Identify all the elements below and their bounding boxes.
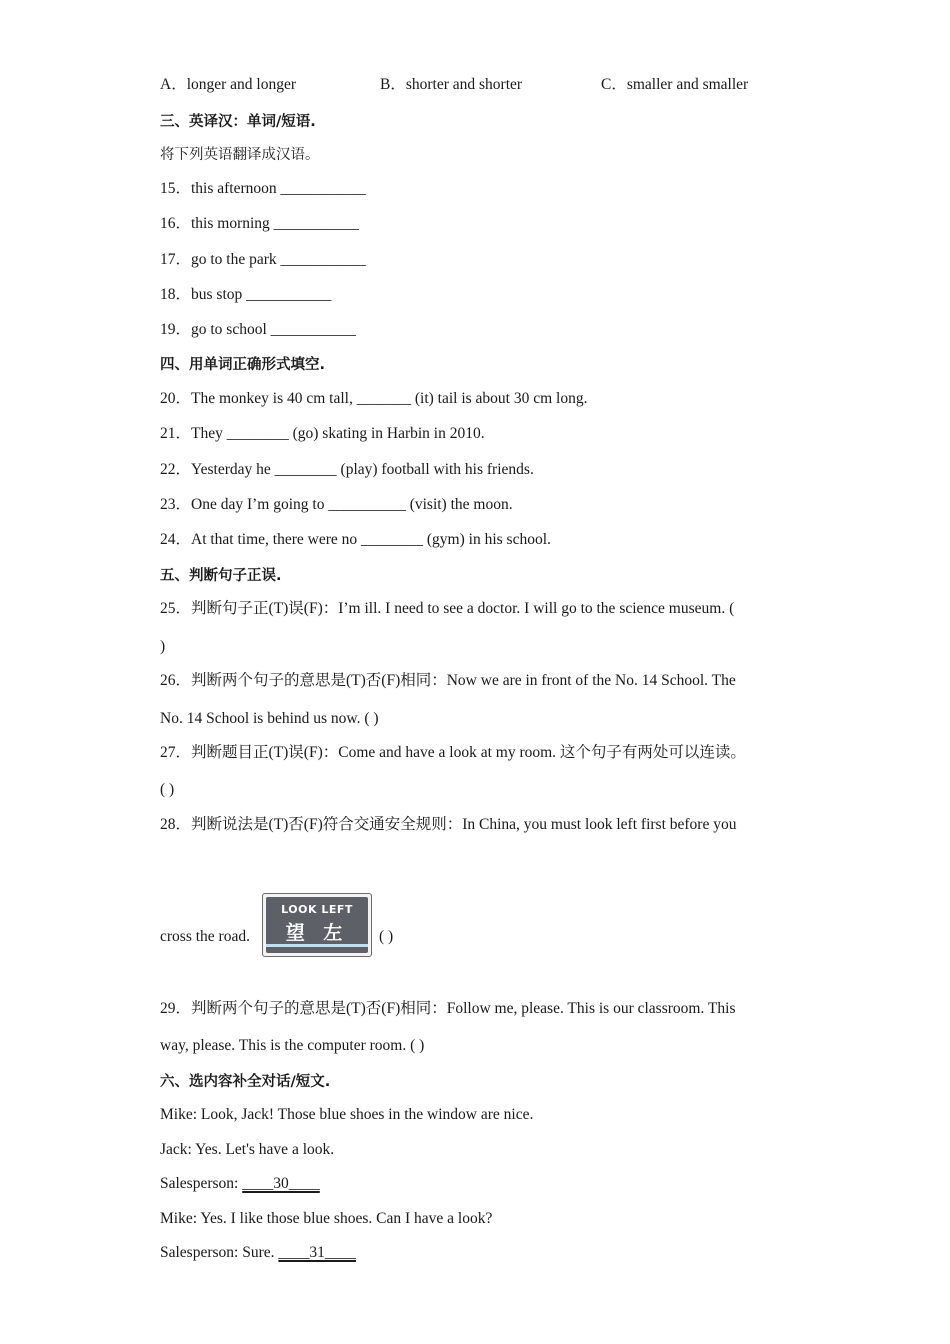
question-18: 18．bus stop ___________ bbox=[160, 286, 332, 303]
sign-english-text: LOOK LEFT bbox=[281, 903, 353, 916]
look-left-sign-image bbox=[262, 893, 372, 957]
option-b: B．shorter and shorter bbox=[380, 76, 523, 93]
question-28-line1: 28．判断说法是(T)否(F)符合交通安全规则：In China, you must look left first before you bbox=[160, 816, 737, 833]
dialogue-line-salesperson-2 bbox=[160, 1243, 356, 1263]
question-15: 15．this afternoon ___________ bbox=[160, 180, 366, 197]
question-25-line2: ) bbox=[160, 638, 166, 655]
question-26-line2: No. 14 School is behind us now. ( ) bbox=[160, 710, 379, 727]
question-29-line2: way, please. This is the computer room. ( ) bbox=[160, 1037, 425, 1054]
dialogue-line-mike-2: Mike: Yes. I like those blue shoes. Can I have a look? bbox=[160, 1210, 493, 1227]
question-28-answer-bracket: ( ) bbox=[379, 928, 394, 945]
section6-heading: 六、选内容补全对话/短文. bbox=[160, 1074, 331, 1090]
question-16: 16．this morning ___________ bbox=[160, 215, 359, 232]
blank-31: ____31____ bbox=[278, 1244, 356, 1261]
option-a: A．longer and longer bbox=[160, 76, 297, 93]
sign-panel bbox=[266, 897, 368, 953]
section4-heading: 四、用单词正确形式填空. bbox=[160, 357, 326, 373]
speaker-label: Salesperson: Sure. bbox=[160, 1244, 275, 1261]
blank-30: ____30____ bbox=[242, 1175, 320, 1192]
question-23: 23．One day I’m going to __________ (visit) the moon. bbox=[160, 496, 513, 513]
question-27-line2: ( ) bbox=[160, 781, 175, 798]
option-c: C．smaller and smaller bbox=[601, 76, 749, 93]
question-24: 24．At that time, there were no ________ (gym) in his school. bbox=[160, 531, 551, 548]
section3-heading: 三、英译汉：单词/短语. bbox=[160, 114, 316, 130]
question-21: 21．They ________ (go) skating in Harbin in 2010. bbox=[160, 425, 485, 442]
section5-heading: 五、判断句子正误. bbox=[160, 568, 282, 584]
dialogue-line-salesperson-1 bbox=[160, 1174, 320, 1194]
speaker-label: Salesperson: bbox=[160, 1175, 239, 1192]
question-29-line1: 29．判断两个句子的意思是(T)否(F)相同：Follow me, please. This is our classroom. This bbox=[160, 1000, 736, 1017]
dialogue-line-jack-1: Jack: Yes. Let's have a look. bbox=[160, 1141, 335, 1158]
sign-stripe bbox=[266, 944, 368, 947]
question-20: 20．The monkey is 40 cm tall, _______ (it) tail is about 30 cm long. bbox=[160, 390, 588, 407]
question-17: 17．go to the park ___________ bbox=[160, 251, 366, 268]
question-25-line1: 25．判断句子正(T)误(F)：I’m ill. I need to see a doctor. I will go to the science museum. ( bbox=[160, 600, 735, 617]
question-22: 22．Yesterday he ________ (play) football with his friends. bbox=[160, 461, 534, 478]
question-26-line1: 26．判断两个句子的意思是(T)否(F)相同：Now we are in front of the No. 14 School. The bbox=[160, 672, 736, 689]
dialogue-line-mike-1: Mike: Look, Jack! Those blue shoes in the window are nice. bbox=[160, 1106, 534, 1123]
sign-chinese-text: 望 左 bbox=[285, 922, 349, 944]
question-27-line1: 27．判断题目正(T)误(F)：Come and have a look at my room. 这个句子有两处可以连读。 bbox=[160, 744, 746, 761]
section3-instruction: 将下列英语翻译成汉语。 bbox=[160, 147, 320, 163]
question-28-cross-road: cross the road. bbox=[160, 928, 250, 945]
question-19: 19．go to school ___________ bbox=[160, 321, 356, 338]
